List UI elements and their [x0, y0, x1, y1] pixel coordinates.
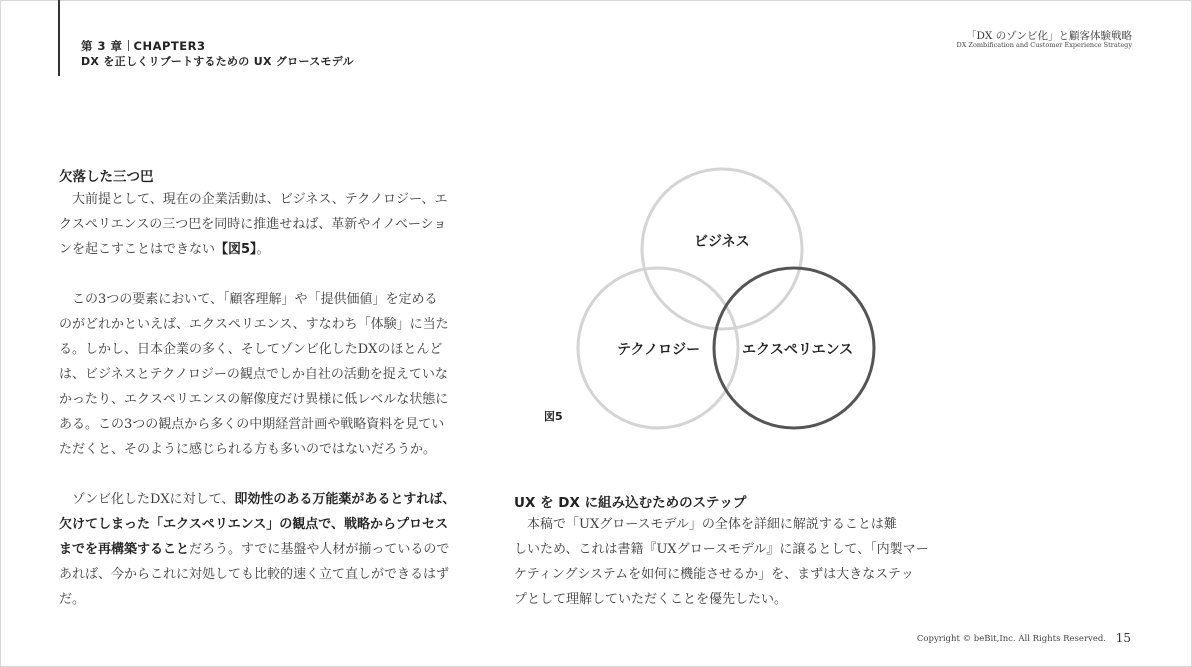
emphasis-text: 即効性のある万能薬があるとすれば、 — [234, 492, 456, 507]
chapter-code: CHAPTER3 — [133, 39, 206, 53]
paragraph-line: かったり、エクスペリエンスの解像度だけ異様に低レベルな状態に — [59, 392, 449, 407]
paragraph-line: プとして理解していただくことを優先したい。 — [514, 592, 788, 607]
chapter-prefix: 第 3 章 — [81, 39, 123, 53]
figure-caption: 図5 — [544, 410, 563, 423]
paragraph-line — [59, 537, 455, 562]
paragraph-line: ある。この3つの観点から多くの中期経営計画や戦略資料を見てい — [59, 417, 445, 432]
paragraph-line: しいため、これは書籍『UXグロースモデル』に譲るとして、「内製マー — [514, 542, 929, 557]
chapter-divider — [128, 40, 129, 51]
paragraph-text: 。 — [256, 242, 270, 257]
business-label: ビジネス — [694, 234, 750, 250]
paragraph-line: 本稿で「UXグロースモデル」の全体を詳細に解説することは難 — [514, 517, 897, 532]
venn-svg — [560, 160, 890, 440]
paragraph-line — [59, 512, 455, 537]
paragraph-3 — [59, 487, 455, 612]
technology-label: テクノロジー — [617, 342, 701, 358]
paragraph-line: 大前提として、現在の企業活動は、ビジネス、テクノロジー、エ — [59, 192, 448, 207]
chapter-label — [81, 38, 205, 54]
paragraph-line: ただくと、そのように感じられる方も多いのではないだろうか。 — [59, 442, 437, 457]
paragraph-line: あれば、今からこれに対処しても比較的速く立て直しができるはず — [59, 567, 450, 582]
chapter-rule — [58, 0, 60, 76]
chapter-title: DX を正しくリブートするための UX グロースモデル — [81, 55, 354, 68]
paragraph-line: のがどれかといえば、エクスペリエンス、すなわち「体験」に当た — [59, 317, 449, 332]
paragraph-line: この3つの要素において、「顧客理解」や「提供価値」を定める — [59, 292, 438, 307]
paragraph-text: ンを起こすことはできない — [59, 242, 216, 257]
paragraph-1 — [59, 187, 447, 262]
paragraph-line: だ。 — [59, 592, 86, 607]
paragraph-text: だろう。すでに基盤や人材が揃っているので — [189, 542, 450, 557]
book-subtitle: DX Zombification and Customer Experience Strategy — [956, 41, 1132, 49]
figure-reference: 【図5】 — [215, 242, 257, 257]
experience-label: エクスペリエンス — [742, 342, 854, 358]
venn-diagram — [560, 160, 890, 440]
emphasis-text: までを再構築すること — [59, 542, 190, 557]
emphasis-text: 欠けてしまった「エクスペリエンス」の観点で、戦略からプロセス — [59, 517, 448, 532]
paragraph-4 — [514, 512, 929, 612]
section-heading-steps: UX を DX に組み込むためのステップ — [514, 495, 747, 511]
paragraph-text: ゾンビ化したDXに対して、 — [59, 492, 235, 507]
paragraph-line — [59, 237, 447, 262]
section-heading-triad: 欠落した三つ巴 — [59, 169, 154, 185]
paragraph-line: は、ビジネスとテクノロジーの観点でしか自社の活動を捉えていな — [59, 367, 448, 382]
paragraph-line: クスペリエンスの三つ巴を同時に推進せねば、革新やイノベーショ — [59, 217, 447, 232]
book-title: 「DX のゾンビ化」と顧客体験戦略 — [965, 30, 1132, 42]
copyright: Copyright © beBit,Inc. All Rights Reserved. — [916, 634, 1106, 644]
paragraph-2 — [59, 287, 449, 462]
page-number: 15 — [1115, 631, 1131, 645]
paragraph-line — [59, 487, 455, 512]
paragraph-line: る。しかし、日本企業の多く、そしてゾンビ化したDXのほとんど — [59, 342, 443, 357]
paragraph-line: ケティングシステムを如何に機能させるか」を、まずは大きなステッ — [514, 567, 914, 582]
